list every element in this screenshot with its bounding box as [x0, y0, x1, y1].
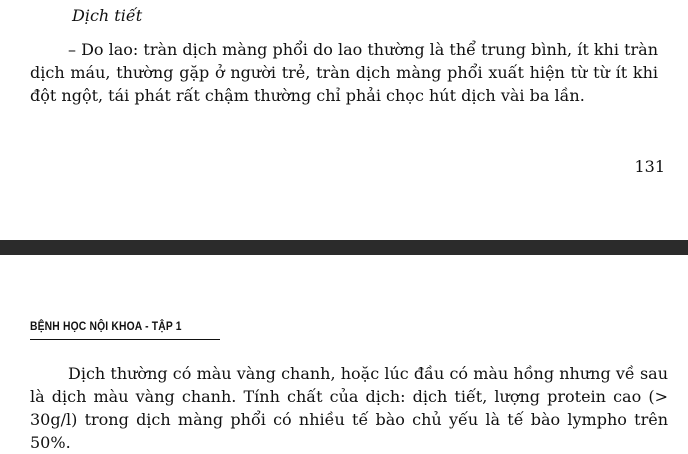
bottom-paragraph: Dịch thường có màu vàng chanh, hoặc lúc đầu có màu hồng nhưng về sau là dịch màu vàng chanh. Tính chất của dịch: dịch tiết, lượng protein cao (> 30g/l) trong dịch màng phổi có nhiều tế bào chủ yếu là tế bào lympho trên 50%. — [30, 364, 668, 452]
page-divider — [0, 240, 688, 255]
bottom-page — [0, 255, 688, 452]
section-title: Dịch tiết — [72, 6, 143, 25]
running-header: BỆNH HỌC NỘI KHOA - TẬP 1 — [30, 319, 182, 333]
page-number: 131 — [634, 157, 665, 176]
top-paragraph: – Do lao: tràn dịch màng phổi do lao thường là thể trung bình, ít khi tràn dịch máu, thường gặp ở người trẻ, tràn dịch màng phổi xuất hiện từ từ ít khi đột ngột, tái phát rất chậm thường chỉ phải chọc hút dịch vài ba lần. — [30, 40, 658, 105]
header-rule — [30, 339, 220, 340]
